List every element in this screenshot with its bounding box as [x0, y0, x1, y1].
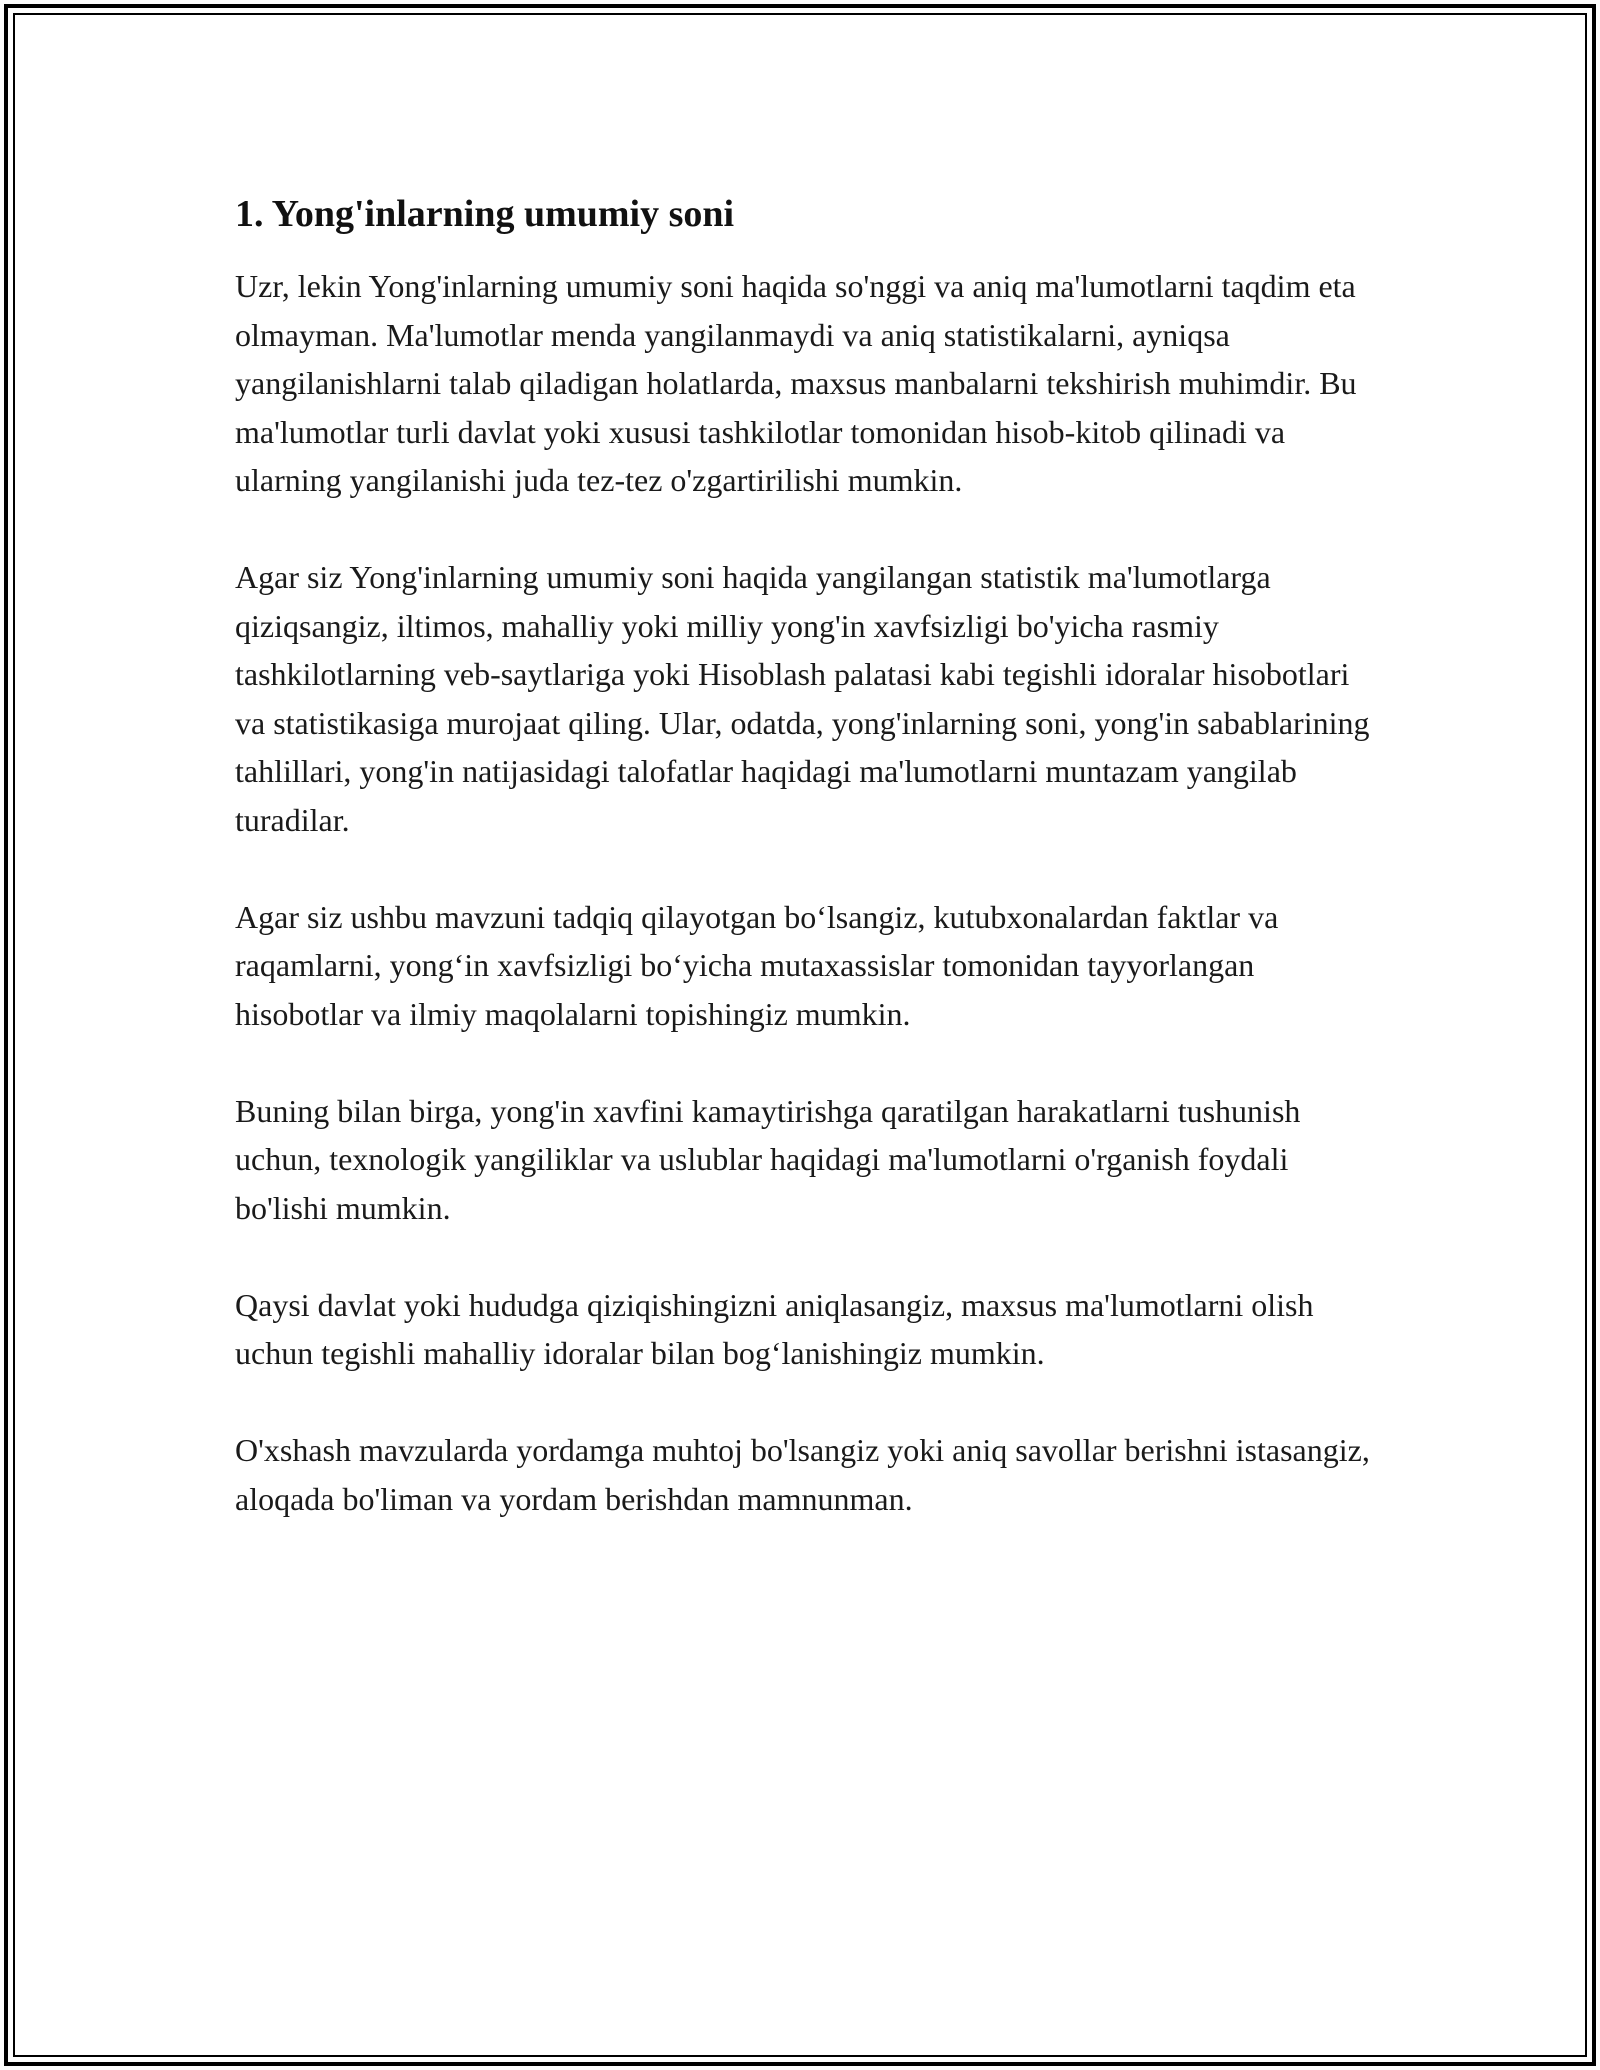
paragraph-2: Agar siz Yong'inlarning umumiy soni haqida yangilangan statistik ma'lumotlarga qiziqsangiz, iltimos, mahalliy yoki milliy yong'in xavfsizligi bo'yicha rasmiy tashkilotlarning veb-saytlariga yoki Hisoblash palatasi kabi tegishli idoralar hisobotlari va statistikasiga murojaat qiling. Ular, odatda, yong'inlarning soni, yong'in sabablarining tahlillari, yong'in natijasidagi talofatlar haqidagi ma'lumotlarni muntazam yangilab turadilar. — [235, 559, 1370, 838]
document-body — [235, 190, 1375, 1572]
section-heading: 1. Yong'inlarning umumiy soni — [235, 193, 735, 235]
paragraph-4: Buning bilan birga, yong'in xavfini kamaytirishga qaratilgan harakatlarni tushunish uchun, texnologik yangiliklar va uslublar haqidagi ma'lumotlarni o'rganish foydali bo'lishi mumkin. — [235, 1092, 1301, 1226]
paragraph-1: Uzr, lekin Yong'inlarning umumiy soni haqida so'nggi va aniq ma'lumotlarni taqdim eta olmayman. Ma'lumotlar menda yangilanmaydi va aniq statistikalarni, ayniqsa yangilanishlarni talab qiladigan holatlarda, maxsus manbalarni tekshirish muhimdir. Bu ma'lumotlar turli davlat yoki xususi tashkilotlar tomonidan hisob-kitob qilinadi va ularning yangilanishi juda tez-tez o'zgartirilishi mumkin. — [235, 268, 1357, 498]
paragraph-6: O'xshash mavzularda yordamga muhtoj bo'lsangiz yoki aniq savollar berishni istasangiz, aloqada bo'liman va yordam berishdan mamnunman. — [235, 1432, 1370, 1517]
paragraph-3: Agar siz ushbu mavzuni tadqiq qilayotgan bo‘lsangiz, kutubxonalardan faktlar va raqamlarni, yong‘in xavfsizligi bo‘yicha mutaxassislar tomonidan tayyorlangan hisobotlar va ilmiy maqolalarni topishingiz mumkin. — [235, 898, 1279, 1032]
paragraph-5: Qaysi davlat yoki hududga qiziqishingizni aniqlasangiz, maxsus ma'lumotlarni olish uchun tegishli mahalliy idoralar bilan bog‘lanishingiz mumkin. — [235, 1286, 1314, 1371]
